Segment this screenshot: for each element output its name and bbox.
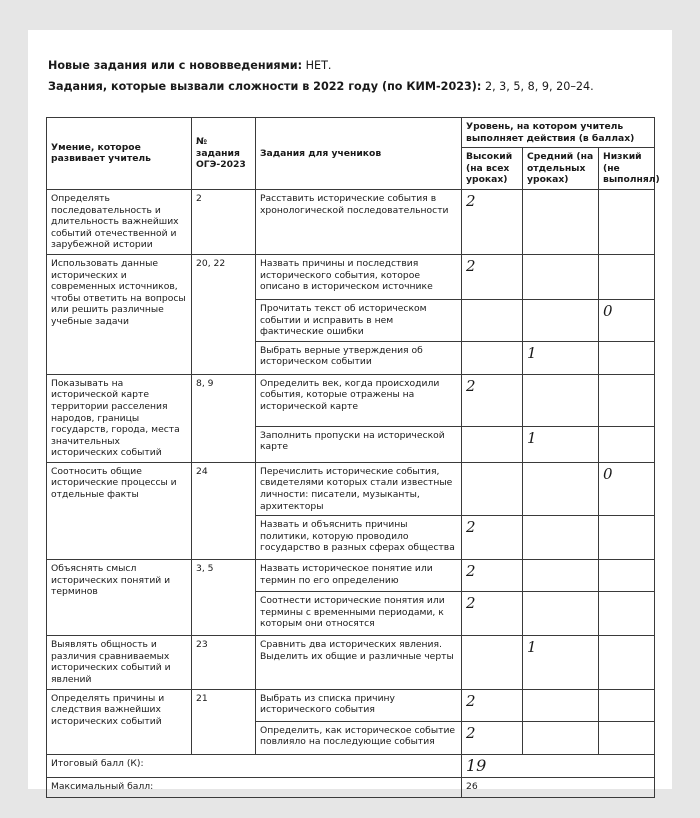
difficult-tasks-value: 2, 3, 5, 8, 9, 20–24.	[481, 80, 594, 93]
score-high	[462, 636, 523, 689]
task-number-cell: 2	[192, 189, 256, 254]
score-mid	[523, 254, 599, 299]
total-row	[47, 754, 655, 777]
score-low	[599, 189, 655, 254]
score-high: 2	[462, 254, 523, 299]
task-cell: Назвать причины и последствия исторического события, которое описано в историческом источнике	[256, 254, 462, 299]
skill-cell: Показывать на исторической карте территории расселения народов, границы государств, города, места значительных исторических событий	[47, 374, 192, 462]
max-label: Максимальный балл:	[47, 777, 462, 797]
score-low	[599, 374, 655, 426]
score-low: 0	[599, 462, 655, 515]
task-number-cell: 21	[192, 689, 256, 754]
new-tasks-line	[48, 59, 332, 73]
score-mid	[523, 374, 599, 426]
score-low	[599, 426, 655, 462]
table-row	[47, 374, 655, 426]
skill-cell: Использовать данные исторических и современных источников, чтобы ответить на вопросы или решить различные учебные задачи	[47, 254, 192, 374]
score-mid: 1	[523, 426, 599, 462]
header-high: Высокий (на всех уроках)	[462, 148, 523, 190]
score-low: 0	[599, 299, 655, 341]
total-value: 19	[462, 754, 655, 777]
table-row	[47, 560, 655, 592]
score-low	[599, 689, 655, 721]
task-cell: Назвать историческое понятие или термин по его определению	[256, 560, 462, 592]
table-row	[47, 189, 655, 254]
skill-cell: Соотносить общие исторические процессы и отдельные факты	[47, 462, 192, 559]
new-tasks-label: Новые задания или с нововведениями:	[48, 59, 303, 72]
task-cell: Определить век, когда происходили события, которые отражены на исторической карте	[256, 374, 462, 426]
difficult-tasks-label: Задания, которые вызвали сложности в 2022 году (по КИМ-2023):	[48, 80, 482, 93]
header-tasks: Задания для учеников	[256, 118, 462, 190]
score-high: 2	[462, 189, 523, 254]
total-label: Итоговый балл (К):	[47, 754, 462, 777]
score-high	[462, 299, 523, 341]
skill-cell: Определять последовательность и длительность важнейших событий отечественной и зарубежной истории	[47, 189, 192, 254]
task-cell: Заполнить пропуски на исторической карте	[256, 426, 462, 462]
table-row	[47, 636, 655, 689]
score-low	[599, 254, 655, 299]
skill-cell: Объяснять смысл исторических понятий и терминов	[47, 560, 192, 636]
score-mid	[523, 689, 599, 721]
table-row	[47, 689, 655, 721]
task-number-cell: 23	[192, 636, 256, 689]
task-number-cell: 8, 9	[192, 374, 256, 462]
header-low: Низкий (не выполнял)	[599, 148, 655, 190]
header-task-number: № задания ОГЭ-2023	[192, 118, 256, 190]
score-high	[462, 462, 523, 515]
score-low	[599, 516, 655, 560]
max-value: 26	[462, 777, 655, 797]
score-mid	[523, 516, 599, 560]
score-high: 2	[462, 592, 523, 636]
score-low	[599, 560, 655, 592]
skill-cell: Выявлять общность и различия сравниваемых исторических событий и явлений	[47, 636, 192, 689]
task-cell: Выбрать из списка причину исторического события	[256, 689, 462, 721]
task-cell: Назвать и объяснить причины политики, которую проводило государство в разных сферах общества	[256, 516, 462, 560]
score-mid	[523, 299, 599, 341]
score-mid: 1	[523, 636, 599, 689]
skills-table	[46, 117, 660, 798]
difficult-tasks-line	[48, 80, 594, 94]
score-high	[462, 341, 523, 374]
task-cell: Выбрать верные утверждения об историческом событии	[256, 341, 462, 374]
task-cell: Определить, как историческое событие повлияло на последующие события	[256, 721, 462, 754]
max-row	[47, 777, 655, 797]
task-cell: Перечислить исторические события, свидетелями которых стали известные личности: писатели, музыканты, архитекторы	[256, 462, 462, 515]
task-number-cell: 24	[192, 462, 256, 559]
score-mid	[523, 592, 599, 636]
header-row	[47, 118, 655, 148]
header-level: Уровень, на котором учитель выполняет действия (в баллах)	[462, 118, 655, 148]
skill-cell: Определять причины и следствия важнейших исторических событий	[47, 689, 192, 754]
score-mid	[523, 462, 599, 515]
document-page	[28, 30, 672, 792]
task-cell: Соотнести исторические понятия или термины с временными периодами, к которым они относятся	[256, 592, 462, 636]
new-tasks-value: НЕТ.	[302, 59, 332, 72]
table-row	[47, 462, 655, 515]
task-cell: Прочитать текст об историческом событии и исправить в нем фактические ошибки	[256, 299, 462, 341]
score-mid	[523, 560, 599, 592]
header-skill: Умение, которое развивает учитель	[47, 118, 192, 190]
table-row	[47, 254, 655, 299]
score-high: 2	[462, 560, 523, 592]
score-low	[599, 341, 655, 374]
task-number-cell: 3, 5	[192, 560, 256, 636]
score-high: 2	[462, 689, 523, 721]
score-high: 2	[462, 374, 523, 426]
score-high: 2	[462, 721, 523, 754]
score-high: 2	[462, 516, 523, 560]
score-high	[462, 426, 523, 462]
score-mid	[523, 721, 599, 754]
score-mid	[523, 189, 599, 254]
task-cell: Сравнить два исторических явления. Выделить их общие и различные черты	[256, 636, 462, 689]
score-low	[599, 592, 655, 636]
task-number-cell: 20, 22	[192, 254, 256, 374]
score-low	[599, 721, 655, 754]
header-mid: Средний (на отдельных уроках)	[523, 148, 599, 190]
task-cell: Расставить исторические события в хронологической последовательности	[256, 189, 462, 254]
score-mid: 1	[523, 341, 599, 374]
score-low	[599, 636, 655, 689]
